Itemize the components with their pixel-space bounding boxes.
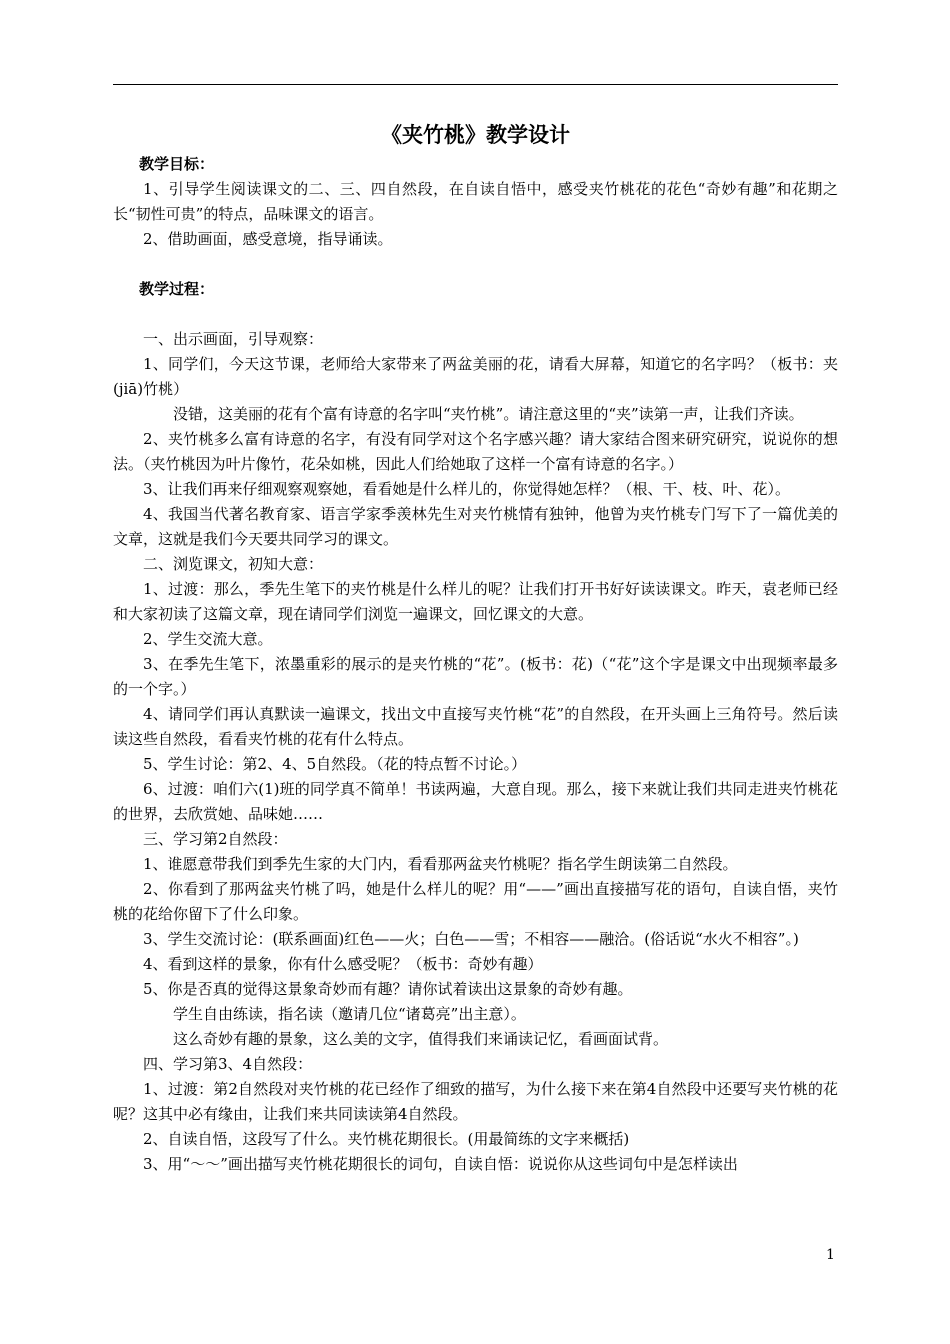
paragraph: 3、让我们再来仔细观察观察她，看看她是什么样儿的，你觉得她怎样？（根、干、枝、叶、花）。	[143, 480, 791, 498]
paragraph: 3、在季先生笔下，浓墨重彩的展示的是夹竹桃的“花”。(板书：花)（“花”这个字是课文中出现频率最多的一个字。）	[113, 655, 838, 698]
paragraph: 4、看到这样的景象，你有什么感受呢？（板书：奇妙有趣）	[143, 955, 543, 973]
paragraph: 2、自读自悟，这段写了什么。夹竹桃花期很长。(用最简练的文字来概括)	[143, 1130, 630, 1148]
paragraph: 1、过渡：第2自然段对夹竹桃的花已经作了细致的描写，为什么接下来在第4自然段中还要写夹竹桃的花呢？这其中必有缘由，让我们来共同读读第4自然段。	[113, 1080, 838, 1123]
goal-item: 1、引导学生阅读课文的二、三、四自然段，在自读自悟中，感受夹竹桃花的花色“奇妙有趣”和花期之长“韧性可贵”的特点，品味课文的语言。	[113, 180, 838, 223]
paragraph: 5、学生讨论：第2、4、5自然段。（花的特点暂不讨论。）	[143, 755, 527, 773]
paragraph: 3、用“～～”画出描写夹竹桃花期很长的词句，自读自悟：说说你从这些词句中是怎样读出	[143, 1155, 738, 1173]
paragraph: 6、过渡：咱们六(1)班的同学真不简单！书读两遍，大意自现。那么，接下来就让我们共同走进夹竹桃花的世界，去欣赏她、品味她……	[113, 780, 838, 823]
paragraph: 没错，这美丽的花有个富有诗意的名字叫“夹竹桃”。请注意这里的“夹”读第一声，让我们齐读。	[173, 405, 804, 423]
paragraph: 2、夹竹桃多么富有诗意的名字，有没有同学对这个名字感兴趣？请大家结合图来研究研究，说说你的想法。（夹竹桃因为叶片像竹，花朵如桃，因此人们给她取了这样一个富有诗意的名字。）	[113, 430, 838, 473]
section-title: 四、学习第3、4自然段：	[143, 1055, 313, 1073]
header-rule	[113, 84, 838, 85]
goals-heading: 教学目标：	[139, 155, 215, 173]
paragraph: 1、同学们，今天这节课，老师给大家带来了两盆美丽的花，请看大屏幕，知道它的名字吗？（板书：夹(jiā)竹桃）	[113, 355, 838, 398]
paragraph: 1、过渡：那么，季先生笔下的夹竹桃是什么样儿的呢？让我们打开书好好读读课文。昨天，袁老师已经和大家初读了这篇文章，现在请同学们浏览一遍课文，回忆课文的大意。	[113, 580, 838, 623]
document-body	[113, 120, 838, 1177]
paragraph: 4、我国当代著名教育家、语言学家季羡林先生对夹竹桃情有独钟，他曾为夹竹桃专门写下了一篇优美的文章，这就是我们今天要共同学习的课文。	[113, 505, 838, 548]
section-title: 三、学习第2自然段：	[143, 830, 288, 848]
paragraph: 4、请同学们再认真默读一遍课文，找出文中直接写夹竹桃“花”的自然段，在开头画上三角符号。然后读读这些自然段，看看夹竹桃的花有什么特点。	[113, 705, 838, 748]
paragraph: 5、你是否真的觉得这景象奇妙而有趣？请你试着读出这景象的奇妙有趣。	[143, 980, 633, 998]
paragraph: 1、谁愿意带我们到季先生家的大门内，看看那两盆夹竹桃呢？指名学生朗读第二自然段。	[143, 855, 738, 873]
paragraph: 2、你看到了那两盆夹竹桃了吗，她是什么样儿的呢？用“——”画出直接描写花的语句，自读自悟，夹竹桃的花给你留下了什么印象。	[113, 880, 838, 923]
section-title: 一、出示画面，引导观察：	[143, 330, 324, 348]
paragraph: 3、学生交流讨论：(联系画面)红色——火；白色——雪；不相容——融洽。(俗话说“水火不相容”。)	[143, 930, 799, 948]
paragraph: 这么奇妙有趣的景象，这么美的文字，值得我们来诵读记忆，看画面试背。	[173, 1030, 669, 1048]
goal-item: 2、借助画面，感受意境，指导诵读。	[143, 230, 393, 248]
paragraph: 学生自由练读，指名读（邀请几位“诸葛亮”出主意）。	[173, 1005, 526, 1023]
section-title: 二、浏览课文，初知大意：	[143, 555, 324, 573]
paragraph: 2、学生交流大意。	[143, 630, 273, 648]
page-number: 1	[826, 1247, 835, 1263]
document-title: 《夹竹桃》教学设计	[381, 122, 570, 147]
process-heading: 教学过程：	[139, 280, 215, 298]
